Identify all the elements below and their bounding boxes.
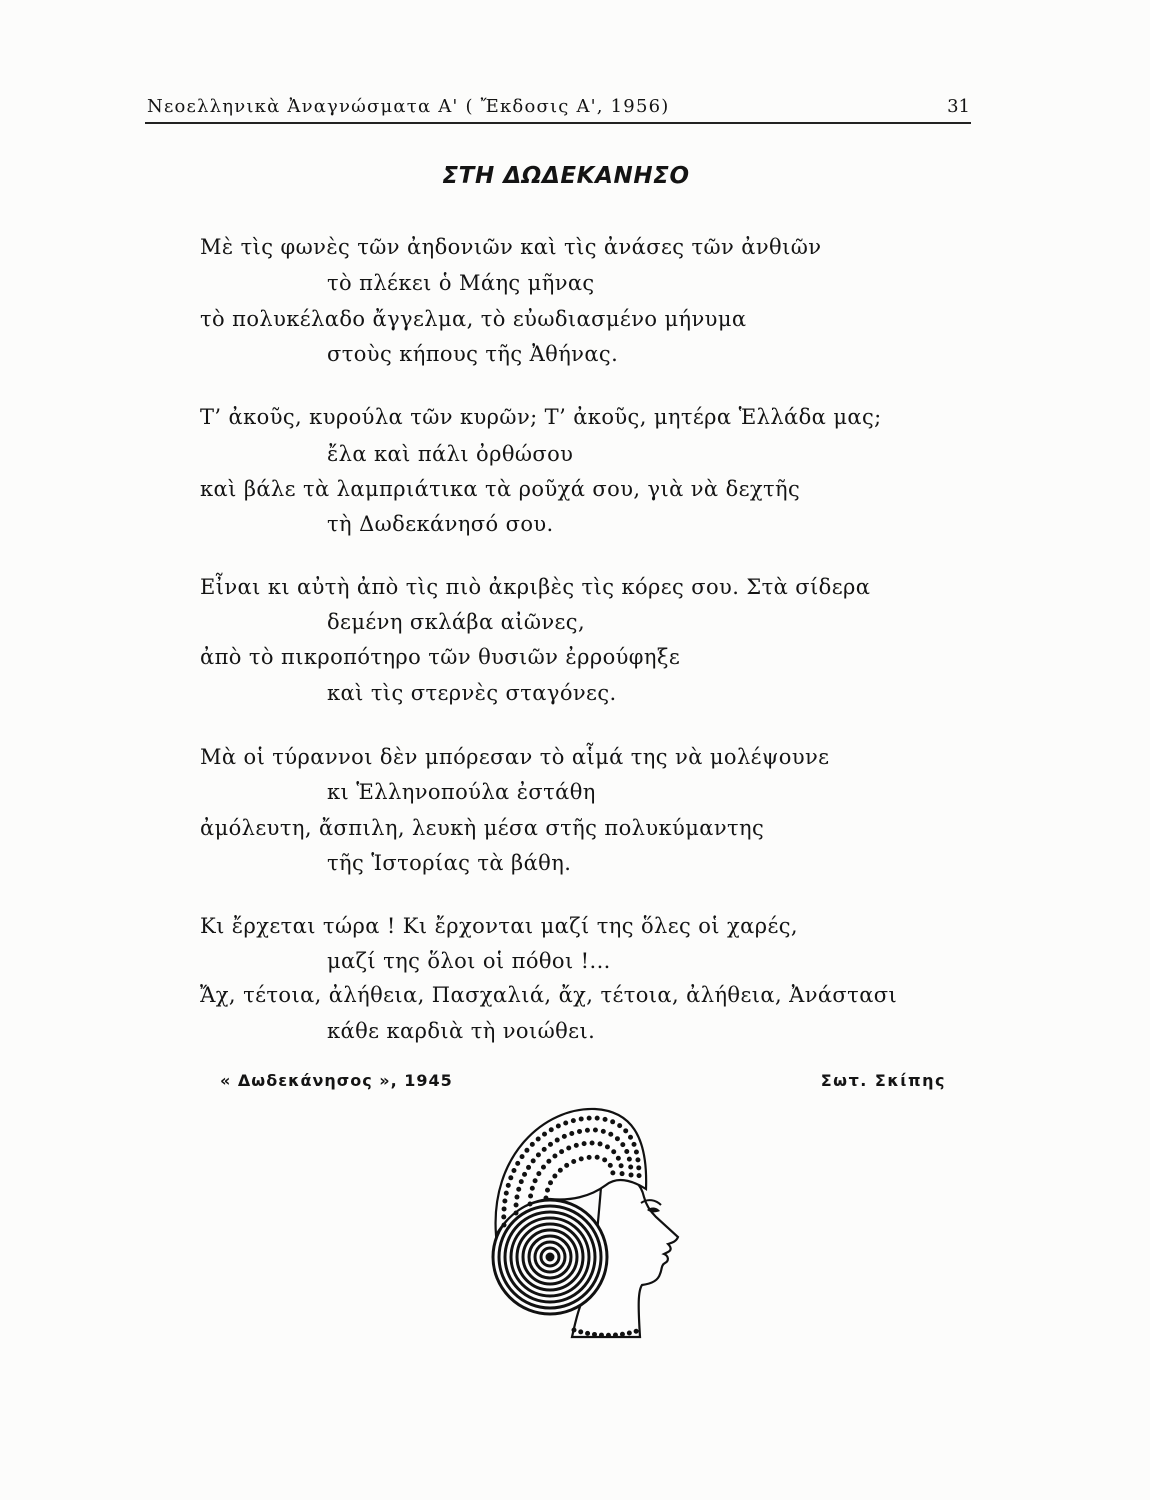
poem-author: Σωτ. Σκίπης: [820, 1071, 946, 1090]
header-rule: [145, 122, 971, 124]
poem-source: « Δωδεκάνησος », 1945: [220, 1071, 453, 1090]
poem-line: Κι ἔρχεται τώρα ! Κι ἔρχονται μαζί της ὅλες οἱ χαρές,: [200, 914, 798, 938]
poem-line: καὶ βάλε τὰ λαμπριάτικα τὰ ροῦχά σου, γιὰ νὰ δεχτῆς: [200, 477, 801, 501]
poem-line: Εἶναι κι αὐτὴ ἀπὸ τὶς πιὸ ἀκριβὲς τὶς κόρες σου. Στὰ σίδερα: [200, 575, 871, 599]
poem-line: στοὺς κήπους τῆς Ἀθήνας.: [327, 342, 619, 366]
poem-line: δεμένη σκλάβα αἰῶνες,: [327, 610, 586, 634]
poem-line: κάθε καρδιὰ τὴ νοιώθει.: [327, 1019, 596, 1043]
poem-line: τὴ Δωδεκάνησό σου.: [327, 512, 554, 536]
poem-line: τὸ πολυκέλαδο ἄγγελμα, τὸ εὐωδιασμένο μήνυμα: [200, 307, 747, 331]
poem-title: ΣΤΗ ΔΩΔΕΚΑΝΗΣΟ: [442, 163, 690, 189]
poem-line: τῆς Ἱστορίας τὰ βάθη.: [327, 851, 572, 875]
poem-line: μαζί της ὅλοι οἱ πόθοι !...: [327, 949, 611, 973]
poem-line: Τ’ ἀκοῦς, κυρούλα τῶν κυρῶν; Τ’ ἀκοῦς, μητέρα Ἑλλάδα μας;: [200, 405, 882, 429]
running-header-title: Νεοελληνικὰ Ἀναγνώσματα Α' ( Ἔκδοσις Α', 1956): [147, 96, 670, 117]
poem-line: ἀμόλευτη, ἄσπιλη, λευκὴ μέσα στῆς πολυκύμαντης: [200, 816, 765, 840]
poem-line: Μὲ τὶς φωνὲς τῶν ἀηδονιῶν καὶ τὶς ἀνάσες τῶν ἀνθιῶν: [200, 235, 822, 259]
poem-line: ἔλα καὶ πάλι ὀρθώσου: [327, 442, 574, 466]
poem-line: Ἄχ, τέτοια, ἀλήθεια, Πασχαλιά, ἄχ, τέτοια, ἀλήθεια, Ἀνάστασι: [200, 983, 898, 1007]
woman-head-profile-icon: [490, 1105, 690, 1345]
woman-head-illustration: [490, 1105, 690, 1345]
poem-line: καὶ τὶς στερνὲς σταγόνες.: [327, 681, 617, 705]
poem-line: τὸ πλέκει ὁ Μάης μῆνας: [327, 271, 595, 295]
page-number: 31: [947, 96, 970, 117]
poem-line: κι Ἑλληνοπούλα ἐστάθη: [327, 780, 596, 804]
poem-line: ἀπὸ τὸ πικροπότηρο τῶν θυσιῶν ἐρρούφηξε: [200, 645, 681, 669]
poem-line: Μὰ οἱ τύραννοι δὲν μπόρεσαν τὸ αἷμά της νὰ μολέψουνε: [200, 745, 830, 769]
